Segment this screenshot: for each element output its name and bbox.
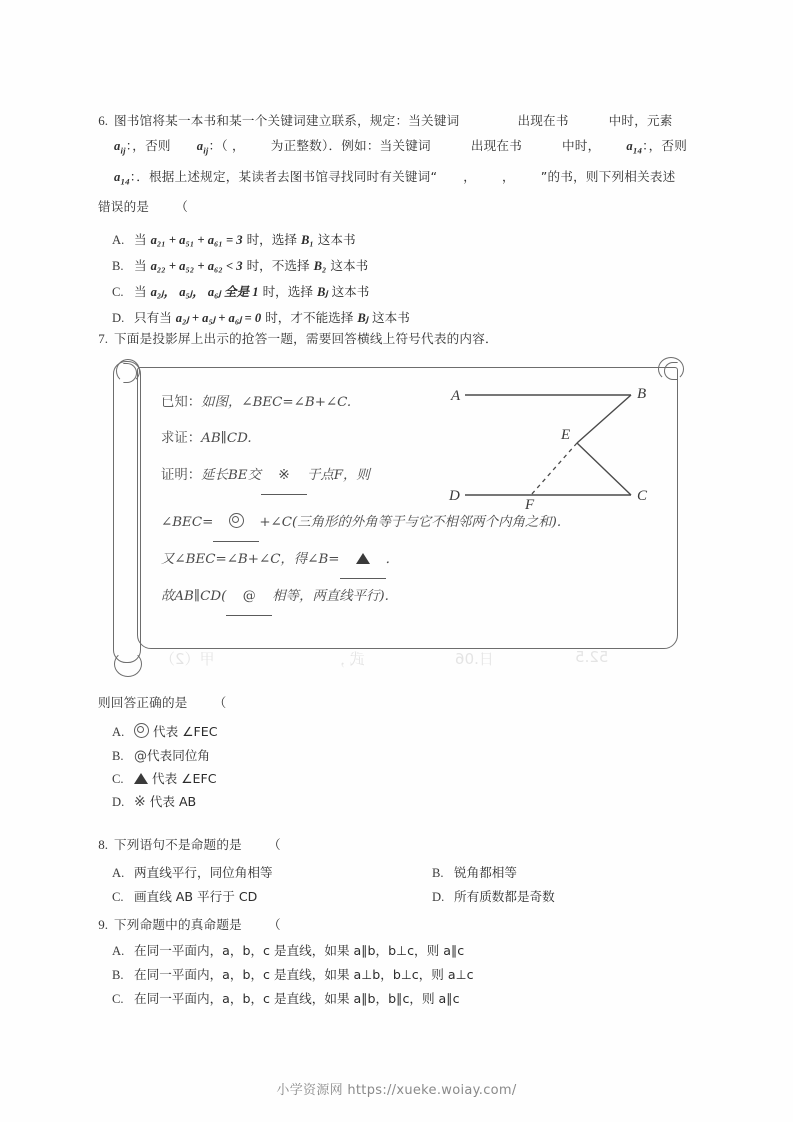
- q8-option-c-text: 画直线 AB 平行于 CD: [134, 889, 258, 904]
- q8-option-c-label: C.: [112, 890, 124, 904]
- scroll-line-6: [161, 579, 671, 616]
- scan-ghost-artifact-1: 甲（2）: [160, 650, 215, 668]
- q9-option-a-label: A.: [112, 944, 125, 958]
- q7-option-c-body: [134, 768, 793, 790]
- question-6: [0, 108, 793, 331]
- label-F: F: [525, 497, 535, 511]
- triangle-symbol-icon: [356, 553, 370, 564]
- q6-option-c-prefix: 当: [134, 284, 147, 300]
- q7-option-d-label: D.: [112, 795, 125, 809]
- q9-stem-label: 下列命题中的真命题是: [114, 917, 242, 932]
- q7-option-b-text: 代表同位角: [147, 748, 210, 763]
- q6-option-d-expr: a₂ⱼ + a₅ⱼ + a₆ⱼ = 0: [175, 311, 262, 326]
- q6-symbol-a14-1: $a_{14}$: [626, 139, 643, 156]
- q6-option-b-mid: 时，不选择: [246, 258, 310, 274]
- q9-option-c-label: C.: [112, 992, 124, 1006]
- label-C: C: [637, 488, 648, 504]
- scroll-line-5: [161, 542, 671, 579]
- q8-number: 8.: [98, 837, 108, 852]
- q6-stem-seg-a: 图书馆将某一本书和某一个关键词建立联系，规定：当关键词: [114, 113, 460, 128]
- question-9: [0, 912, 793, 1011]
- q8-option-d-label: D.: [432, 890, 445, 904]
- q7-number: 7.: [98, 331, 108, 346]
- label-A: A: [451, 388, 461, 404]
- scroll-left-rod: [113, 361, 141, 663]
- q8-stem-line: [0, 832, 793, 857]
- label-B: B: [637, 386, 647, 402]
- scroll-blank-triangle: [340, 542, 386, 579]
- label-E: E: [561, 427, 571, 443]
- q9-option-b-label: B.: [112, 968, 124, 982]
- q6-stem-line-3: [0, 164, 793, 195]
- q6-option-b[interactable]: [0, 253, 793, 279]
- q9-option-a[interactable]: [0, 939, 793, 963]
- q6-option-c[interactable]: [0, 279, 793, 305]
- scroll-prove-body: AB∥CD.: [201, 431, 252, 446]
- circle-symbol-icon: [229, 513, 244, 528]
- triangle-symbol-icon: [134, 773, 148, 784]
- q6-stem-seg-e: ：（ ，: [208, 138, 245, 153]
- scroll-proof-body-a: 延长BE交: [201, 468, 261, 483]
- q7-prompt-label: 则回答正确的是: [98, 695, 188, 710]
- scroll-line4-b: +∠C(三角形的外角等于与它不相邻两个内角之和).: [259, 515, 562, 530]
- scroll-blank-at: [226, 579, 272, 616]
- q7-option-a[interactable]: [0, 719, 793, 745]
- q7-stem-line: [0, 326, 793, 351]
- scan-ghost-artifact-2: 武 ，: [330, 650, 365, 668]
- q8-option-b[interactable]: [432, 861, 732, 885]
- q7-option-c-text: 代表 ∠EFC: [152, 771, 217, 786]
- q6-stem-seg-l: ，: [502, 168, 515, 184]
- q6-stem-seg-m: ”的书，则下列相关表述: [540, 168, 676, 184]
- q6-stem-seg-c: 中时，元素: [608, 113, 673, 128]
- q6-stem-text-4: [98, 194, 793, 219]
- q6-symbol-aij-2: $a_{ij}$: [196, 139, 209, 156]
- q8-option-d[interactable]: [432, 885, 732, 909]
- footer-watermark: 小学资源网 https://xueke.woiay.com/: [276, 1083, 517, 1098]
- scroll-proof-label: 证明：: [161, 468, 202, 483]
- q7-option-c-label: C.: [112, 772, 124, 786]
- q8-stem-text: [114, 832, 793, 857]
- q8-option-b-label: B.: [432, 866, 444, 880]
- q9-option-c-text: 在同一平面内，a，b，c 是直线，如果 a∥b，b∥c，则 a∥c: [134, 991, 460, 1006]
- q8-option-a-label: A.: [112, 866, 125, 880]
- q7-answer-paren: （: [213, 695, 227, 710]
- scroll-line4-a: ∠BEC=: [161, 515, 214, 530]
- scroll-blank-circle: [213, 505, 259, 542]
- q6-option-c-mid: 时，选择: [262, 284, 313, 300]
- q8-stem-label: 下列语句不是命题的是: [114, 837, 242, 852]
- q9-stem-text: [114, 912, 793, 937]
- q6-stem-text-2: $a_{ij}$：，否则 $a_{ij}$：（ ， 为正整数）．例如：当关键词 出现在书 中时， $a_{14}$：，否则: [114, 138, 687, 156]
- scroll-proof-text: [161, 385, 491, 495]
- q7-prompt-line: [0, 690, 793, 715]
- scroll-curl-top-right-inner-icon: [664, 362, 678, 380]
- scroll-proof-text-lower: [161, 505, 671, 616]
- q7-option-b-body: [134, 745, 793, 768]
- scroll-given-body: 如图，∠BEC=∠B+∠C.: [201, 395, 352, 410]
- q9-option-a-text: 在同一平面内，a，b，c 是直线，如果 a∥b，b⊥c，则 a∥c: [134, 943, 465, 958]
- scroll-line5-b: ．: [385, 552, 399, 567]
- q6-stem-seg-g: 出现在书: [470, 138, 522, 153]
- q7-geometry-diagram: [443, 381, 673, 511]
- q6-symbol-aij-1: $a_{ij}$: [114, 139, 126, 156]
- q6-option-b-label: B.: [112, 259, 124, 274]
- q6-option-a-mid: 时，选择: [246, 232, 297, 248]
- q8-options-row-2: [0, 885, 793, 909]
- q6-option-d-label: D.: [112, 311, 125, 326]
- q6-option-c-body: [134, 279, 793, 305]
- scroll-proof-body-b: 于点F，则: [306, 468, 370, 483]
- star-symbol-icon: ※: [278, 467, 290, 483]
- q6-option-b-book: B₂: [313, 259, 327, 274]
- q9-answer-paren: （: [267, 917, 281, 932]
- q6-option-c-book: Bⱼ: [316, 285, 328, 300]
- q6-option-a-expr: a₂₁ + a₅₁ + a₆₁ = 3: [150, 233, 243, 248]
- q8-option-d-text: 所有质数都是奇数: [454, 889, 555, 904]
- q7-option-d-text: 代表 AB: [149, 794, 197, 809]
- scroll-blank-star: [261, 457, 307, 495]
- geometry-svg: [443, 381, 673, 511]
- scroll-line-given: [161, 385, 491, 421]
- q7-prompt-text: [98, 690, 793, 715]
- q6-option-a-label: A.: [112, 233, 125, 248]
- q6-option-b-body: [134, 253, 793, 279]
- q7-option-b-label: B.: [112, 749, 124, 763]
- q6-stem-seg-k: ，: [463, 168, 476, 184]
- star-symbol-icon: ※: [134, 794, 146, 810]
- q9-number: 9.: [98, 917, 108, 932]
- q7-option-c[interactable]: [0, 768, 793, 790]
- q7-option-a-text: 代表 ∠FEC: [153, 724, 218, 739]
- q6-stem-seg-b: 出现在书: [517, 113, 569, 128]
- q6-symbol-a14-2: $a_{14}$: [114, 169, 130, 187]
- segment-EC: [577, 443, 631, 495]
- q6-option-d-book: Bⱼ: [357, 311, 368, 326]
- q6-option-a-body: [134, 227, 793, 253]
- q6-option-d-suffix: 这本书: [372, 310, 410, 326]
- q7-option-a-body: [134, 719, 793, 744]
- q6-option-c-suffix: 这本书: [331, 284, 370, 300]
- q8-option-b-text: 锐角都相等: [454, 865, 517, 880]
- q6-stem-seg-n: 错误的是: [98, 199, 150, 215]
- q7-stem-text: 下面是投影屏上出示的抢答一题，需要回答横线上符号代表的内容．: [114, 331, 498, 346]
- q6-stem-line-1: [0, 108, 793, 133]
- q6-number: 6.: [98, 113, 108, 128]
- q6-option-d-mid: 时，才不能选择: [265, 310, 354, 326]
- q7-scroll-figure: [113, 357, 686, 677]
- segment-BE: [577, 395, 631, 443]
- segment-EF-dashed: [531, 443, 577, 495]
- q6-option-c-label: C.: [112, 285, 124, 300]
- q6-stem-line-4: [0, 194, 793, 219]
- q6-option-d-prefix: 只有当: [134, 310, 172, 326]
- q9-options: [0, 939, 793, 1011]
- q6-option-b-expr: a₂₂ + a₅₂ + a₆₂ < 3: [150, 259, 243, 274]
- scroll-line-proof: [161, 457, 491, 495]
- q6-option-a-prefix: 当: [134, 232, 147, 248]
- q9-option-b-text: 在同一平面内，a，b，c 是直线，如果 a⊥b，b⊥c，则 a⊥c: [134, 967, 474, 982]
- question-7: [0, 326, 793, 351]
- scroll-line5-a: 又∠BEC=∠B+∠C，得∠B=: [161, 552, 340, 567]
- q6-option-b-suffix: 这本书: [330, 258, 369, 274]
- scroll-curl-bottom-left-icon: [114, 651, 142, 677]
- scroll-line-prove: [161, 421, 491, 457]
- scroll-line6-b: 相等，两直线平行).: [272, 589, 389, 604]
- q6-stem-seg-h: 中时，: [562, 138, 601, 153]
- q6-answer-paren: （: [175, 199, 188, 215]
- q6-option-b-prefix: 当: [134, 258, 147, 274]
- question-7-answers: [0, 690, 793, 814]
- q6-stem-text-3: [114, 164, 793, 195]
- scan-ghost-artifact-3: 日.06: [455, 650, 494, 668]
- q7-options: [0, 719, 793, 814]
- q8-option-a-text: 两直线平行，同位角相等: [134, 865, 273, 880]
- q7-option-b[interactable]: [0, 745, 793, 768]
- question-8: [0, 832, 793, 909]
- q6-option-a-suffix: 这本书: [317, 232, 356, 248]
- q9-stem-line: [0, 912, 793, 937]
- q6-stem-seg-i: ：，否则: [642, 138, 687, 153]
- q6-stem-line-2: [0, 133, 793, 164]
- q6-stem-seg-j: ：．根据上述规定，某读者去图书馆寻找同时有关键词“: [129, 168, 438, 184]
- label-D: D: [449, 488, 460, 504]
- scroll-prove-label: 求证：: [161, 431, 202, 446]
- q6-stem-text-1: [114, 108, 793, 133]
- q6-option-c-expr: a₂ⱼ， a₅ⱼ， a₆ⱼ 全是 1: [150, 285, 259, 300]
- q9-option-b[interactable]: [0, 963, 793, 987]
- circle-symbol-icon: [134, 723, 149, 738]
- q6-option-a-book: B₁: [300, 233, 314, 248]
- q6-option-a[interactable]: [0, 227, 793, 253]
- q8-option-a[interactable]: [112, 861, 432, 885]
- q6-stem-seg-d: ，否则: [132, 138, 171, 153]
- q6-stem-seg-f: 为正整数）．例如：当关键词: [270, 138, 431, 153]
- at-symbol-icon: @: [242, 589, 256, 604]
- q9-option-c[interactable]: [0, 987, 793, 1011]
- q7-option-d-body: [134, 790, 793, 814]
- q8-answer-paren: （: [267, 837, 281, 852]
- q7-option-a-label: A.: [112, 725, 125, 739]
- q8-options-row-1: [0, 861, 793, 885]
- q7-option-d[interactable]: [0, 790, 793, 814]
- scan-ghost-artifact-4: 52.5: [575, 648, 609, 666]
- scroll-line6-a: 故AB∥CD(: [161, 589, 227, 604]
- q6-options: [0, 227, 793, 331]
- q8-option-c[interactable]: [112, 885, 432, 909]
- at-symbol-icon: @: [134, 749, 147, 764]
- scroll-given-label: 已知：: [161, 395, 202, 410]
